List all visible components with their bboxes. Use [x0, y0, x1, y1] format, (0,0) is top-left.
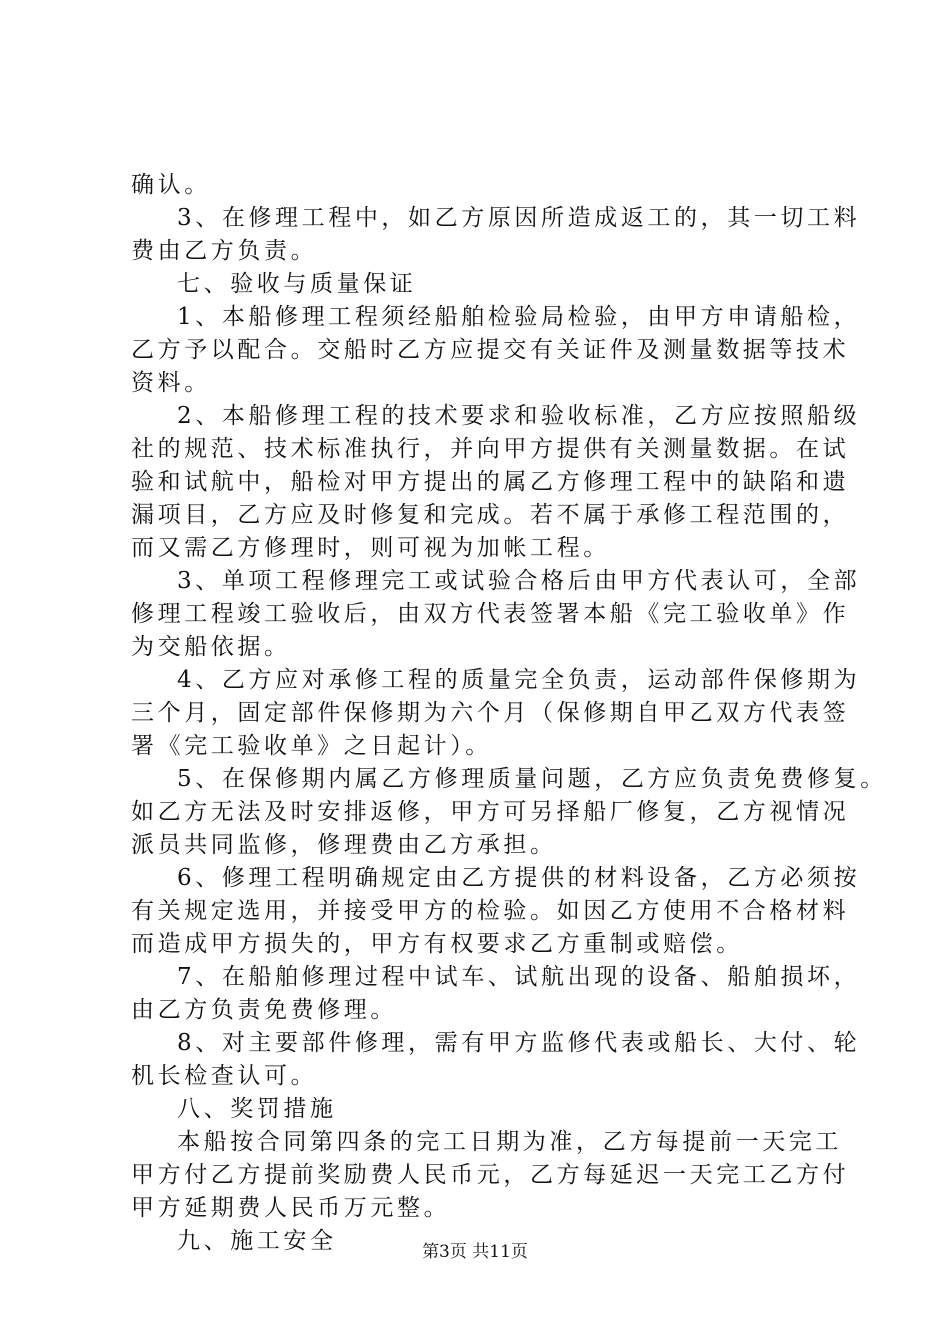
- text-line: 3、在修理工程中，如乙方原因所造成返工的，其一切工料: [177, 205, 861, 231]
- text-line: 而又需乙方修理时，则可视为加帐工程。: [131, 535, 610, 561]
- text-line: 修理工程竣工验收后，由双方代表签署本船《完工验收单》作: [131, 601, 850, 627]
- text-line: 社的规范、技术标准执行，并向甲方提供有关测量数据。在试: [131, 436, 850, 462]
- text-line: 而造成甲方损失的，甲方有权要求乙方重制或赔偿。: [131, 931, 743, 957]
- text-line: 验和试航中，船检对甲方提出的属乙方修理工程中的缺陷和遗: [131, 469, 850, 495]
- text-line: 甲方付乙方提前奖励费人民币元，乙方每延迟一天完工乙方付: [131, 1162, 850, 1188]
- text-line: 6、修理工程明确规定由乙方提供的材料设备，乙方必须按: [177, 865, 861, 891]
- text-line: 由乙方负责免费修理。: [131, 997, 397, 1023]
- text-line: 三个月，固定部件保修期为六个月（保修期自甲乙双方代表签: [131, 700, 850, 726]
- text-line: 派员共同监修，修理费由乙方承担。: [131, 832, 557, 858]
- text-line: 署《完工验收单》之日起计）。: [131, 733, 492, 759]
- document-body: [131, 169, 887, 1258]
- text-line: 乙方予以配合。交船时乙方应提交有关证件及测量数据等技术: [131, 337, 850, 363]
- text-line: 费由乙方负责。: [131, 238, 318, 264]
- text-line: 7、在船舶修理过程中试车、试航出现的设备、船舶损坏，: [177, 964, 861, 990]
- page-number-footer: 第3页 共11页: [422, 1242, 528, 1262]
- text-line: 漏项目，乙方应及时修复和完成。若不属于承修工程范围的，: [131, 502, 850, 528]
- text-line: 有关规定选用，并接受甲方的检验。如因乙方使用不合格材料: [131, 898, 850, 924]
- text-line: 2、本船修理工程的技术要求和验收标准，乙方应按照船级: [177, 403, 861, 429]
- text-line: 如乙方无法及时安排返修，甲方可另择船厂修复，乙方视情况: [131, 799, 850, 825]
- text-line: 机长检查认可。: [131, 1063, 318, 1089]
- text-line: 资料。: [131, 370, 211, 396]
- section-heading: 八、奖罚措施: [177, 1096, 337, 1122]
- text-line: 8、对主要部件修理，需有甲方监修代表或船长、大付、轮: [177, 1030, 861, 1056]
- text-line: 3、单项工程修理完工或试验合格后由甲方代表认可，全部: [177, 568, 861, 594]
- text-line: 为交船依据。: [131, 634, 291, 660]
- text-line: 甲方延期费人民币万元整。: [131, 1195, 451, 1221]
- text-line: 4、乙方应对承修工程的质量完全负责，运动部件保修期为: [177, 667, 861, 693]
- section-heading: 九、施工安全: [177, 1228, 337, 1254]
- text-line: 本船按合同第四条的完工日期为准，乙方每提前一天完工: [177, 1129, 842, 1155]
- section-heading: 七、验收与质量保证: [177, 271, 417, 297]
- text-line: 1、本船修理工程须经船舶检验局检验，由甲方申请船检，: [177, 304, 861, 330]
- text-line: 确认。: [131, 172, 211, 198]
- text-line: 5、在保修期内属乙方修理质量问题，乙方应负责免费修复。: [177, 766, 887, 792]
